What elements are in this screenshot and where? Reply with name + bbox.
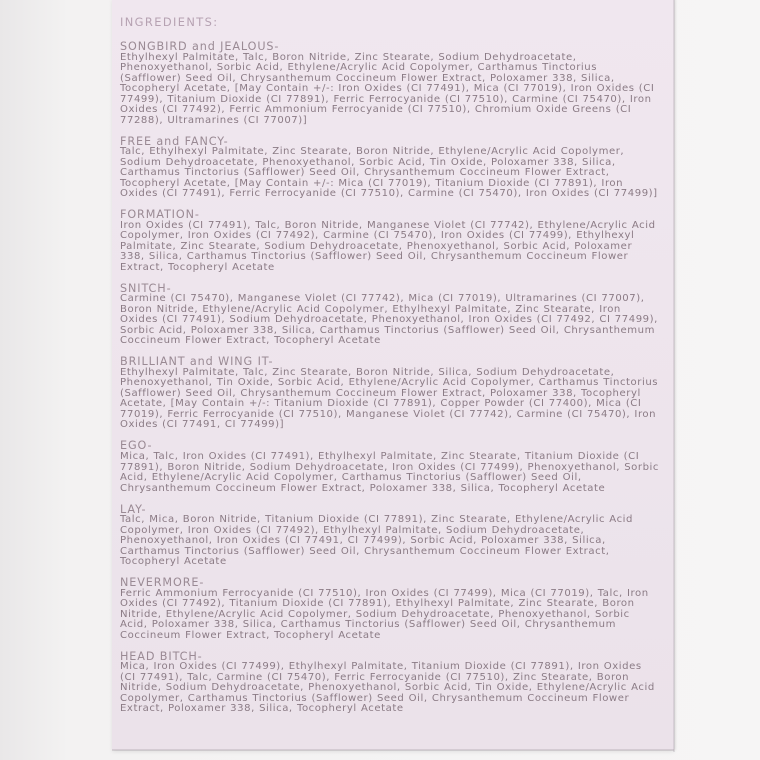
ingredient-list: Ethylhexyl Palmitate, Talc, Boron Nitride, Zinc Stearate, Sodium Dehydroacetate, Phenoxyethanol, Sorbic Acid, Ethylene/Acrylic Acid Copolymer, Carthamus Tinctorius (Safflower) Seed Oil, Chrysanthemum Coccineum Flower Extract, Poloxamer 338, Silica, Tocopheryl Acetate, [May Contain +/-: Iron Oxides (CI 77491), Mica (CI 77019), Iron Oxides (CI 77499), Titanium Dioxide (CI 77891), Ferric Ferrocyanide (CI 77510), Carmine (CI 75470), Iron Oxides (CI 77492), Ferric Ammonium Ferrocyanide (CI 77510), Chromium Oxide Greens (CI 77288), Ultramarines (CI 77007)] — [120, 51, 655, 126]
ingredient-section — [120, 42, 660, 126]
shade-name: SONGBIRD and JEALOUS- — [120, 40, 280, 53]
ingredient-list: Talc, Ethylhexyl Palmitate, Zinc Stearate, Boron Nitride, Ethylene/Acrylic Acid Copolymer, Sodium Dehydroacetate, Phenoxyethanol, Sorbic Acid, Tin Oxide, Poloxamer 338, Silica, Carthamus Tinctorius (Safflower) Seed Oil, Chrysanthemum Coccineum Flower Extract, Tocopheryl Acetate, [May Contain +/-: Mica (CI 77019), Titanium Dioxide (CI 77891), Iron Oxides (CI 77491), Ferric Ferrocyanide (CI 77510), Carmine (CI 75470), Iron Oxides (CI 77499)] — [120, 146, 658, 200]
ingredient-list: Talc, Mica, Boron Nitride, Titanium Dioxide (CI 77891), Zinc Stearate, Ethylene/Acrylic Acid Copolymer, Iron Oxides (CI 77492), Ethylhexyl Palmitate, Sodium Dehydroacetate, Phenoxyethanol, Iron Oxides (CI 77491, CI 77499), Sorbic Acid, Poloxamer 338, Silica, Carthamus Tinctorius (Safflower) Seed Oil, Chrysanthemum Coccineum Flower Extract, Tocopheryl Acetate — [120, 514, 633, 568]
ingredient-list: Mica, Iron Oxides (CI 77499), Ethylhexyl Palmitate, Titanium Dioxide (CI 77891), Iron Oxides (CI 77491), Talc, Carmine (CI 75470), Ferric Ferrocyanide (CI 77510), Zinc Stearate, Boron Nitride, Sodium Dehydroacetate, Phenoxyethanol, Sorbic Acid, Tin Oxide, Ethylene/Acrylic Acid Copolymer, Carthamus Tinctorius (Safflower) Seed Oil, Chrysanthemum Coccineum Flower Extract, Poloxamer 338, Silica, Tocopheryl Acetate — [120, 661, 655, 715]
shade-name: NEVERMORE- — [120, 576, 205, 590]
shade-name: EGO- — [120, 439, 153, 453]
ingredient-section — [120, 502, 660, 568]
ingredient-list: Carmine (CI 75470), Manganese Violet (CI 77742), Mica (CI 77019), Ultramarines (CI 77007), Boron Nitride, Ethylene/Acrylic Acid Copolymer, Ethylhexyl Palmitate, Zinc Stearate, Iron Oxides (CI 77491), Sodium Dehydroacetate, Phenoxyethanol, Iron Oxides (CI 77492, CI 77499), Sorbic Acid, Poloxamer 338, Silica, Carthamus Tinctorius (Safflower) Seed Oil, Chrysanthemum Coccineum Flower Extract, Tocopheryl Acetate — [120, 293, 658, 347]
ingredients-heading: INGREDIENTS: — [120, 15, 219, 29]
card-edge-bottom — [112, 749, 674, 751]
ingredient-section — [120, 441, 660, 494]
ingredients-panel — [120, 15, 660, 725]
card-edge-right — [673, 0, 675, 752]
ingredient-list: Mica, Talc, Iron Oxides (CI 77491), Ethylhexyl Palmitate, Zinc Stearate, Titanium Dioxide (CI 77891), Boron Nitride, Sodium Dehydroacetate, Iron Oxides (CI 77499), Phenoxyethanol, Sorbic Acid, Ethylene/Acrylic Acid Copolymer, Carthamus Tinctorius (Safflower) Seed Oil, Chrysanthemum Coccineum Flower Extract, Poloxamer 338, Silica, Tocopheryl Acetate — [120, 451, 660, 494]
ingredient-section — [120, 357, 660, 431]
ingredient-list: Ethylhexyl Palmitate, Talc, Zinc Stearate, Boron Nitride, Silica, Sodium Dehydroacetate, Phenoxyethanol, Tin Oxide, Sorbic Acid, Ethylene/Acrylic Acid Copolymer, Carthamus Tinctorius (Safflower) Seed Oil, Chrysanthemum Coccineum Flower Extract, Poloxamer 338, Tocopheryl Acetate, [May Contain +/-: Titanium Dioxide (CI 77891), Copper Powder (CI 77400), Mica (CI 77019), Ferric Ferrocyanide (CI 77510), Manganese Violet (CI 77742), Carmine (CI 75470), Iron Oxides (CI 77491, CI 77499)] — [120, 366, 659, 431]
ingredient-section — [120, 281, 660, 347]
ingredient-list: Ferric Ammonium Ferrocyanide (CI 77510), Iron Oxides (CI 77499), Mica (CI 77019), Talc, Iron Oxides (CI 77492), Titanium Dioxide (CI 77891), Ethylhexyl Palmitate, Zinc Stearate, Boron Nitride, Ethylene/Acrylic Acid Copolymer, Sodium Dehydroacetate, Phenoxyethanol, Sorbic Acid, Poloxamer 338, Silica, Carthamus Tinctorius (Safflower) Seed Oil, Chrysanthemum Coccineum Flower Extract, Tocopheryl Acetate — [120, 587, 649, 641]
shade-name: FREE and FANCY- — [120, 134, 229, 148]
shade-name: SNITCH- — [120, 281, 172, 295]
shade-name: BRILLIANT and WING IT- — [120, 355, 274, 369]
ingredient-section — [120, 578, 660, 641]
ingredient-section — [120, 210, 660, 273]
shade-name: FORMATION- — [120, 208, 200, 222]
shade-name: HEAD BITCH- — [120, 649, 203, 663]
ingredient-section — [120, 134, 660, 200]
ingredient-list: Iron Oxides (CI 77491), Talc, Boron Nitride, Manganese Violet (CI 77742), Ethylene/Acrylic Acid Copolymer, Iron Oxides (CI 77492), Carmine (CI 75470), Iron Oxides (CI 77499), Ethylhexyl Palmitate, Zinc Stearate, Sodium Dehydroacetate, Phenoxyethanol, Sorbic Acid, Poloxamer 338, Silica, Carthamus Tinctorius (Safflower) Seed Oil, Chrysanthemum Coccineum Flower Extract, Tocopheryl Acetate — [120, 219, 656, 273]
ingredient-section — [120, 649, 660, 715]
shade-name: LAY- — [120, 502, 147, 516]
